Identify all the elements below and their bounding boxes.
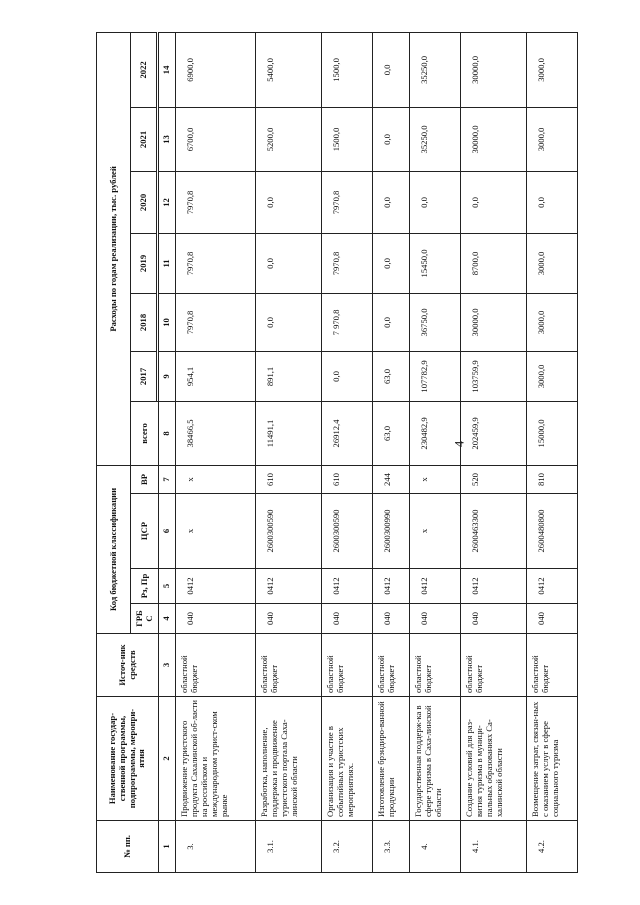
row-rzpr: 0412: [526, 569, 577, 604]
header-no: № пп.: [97, 821, 159, 873]
row-csr: x: [409, 494, 460, 569]
row-2017: 891,1: [256, 351, 322, 401]
row-csr: x: [176, 494, 256, 569]
row-no: 3.2.: [322, 821, 373, 873]
table-row: [409, 32, 460, 872]
row-name: Государственная поддерж-ка в сфере туризма в Саха-линской области: [409, 697, 460, 821]
row-2022: 1500,0: [322, 32, 373, 107]
row-2020: 7970,8: [176, 171, 256, 233]
row-source: областной бюджет: [176, 634, 256, 697]
row-2021: 5200,0: [256, 107, 322, 171]
row-csr: 2600300990: [373, 494, 410, 569]
header-budget-code: Код бюджетной классификации: [97, 465, 131, 633]
row-grbs: 040: [526, 604, 577, 634]
row-2018: 0,0: [256, 293, 322, 351]
table-row: [461, 32, 527, 872]
col-num: 6: [159, 494, 176, 569]
header-csr: ЦСР: [131, 494, 159, 569]
budget-table: [96, 32, 578, 873]
row-name: Возмещение затрат, связан-ных с оказанием услуг в сфере социального туризма: [526, 697, 577, 821]
row-2018: 0,0: [373, 293, 410, 351]
row-grbs: 040: [461, 604, 527, 634]
row-vr: 244: [373, 465, 410, 493]
row-total: 26912,4: [322, 401, 373, 465]
header-grbs: ГРБ С: [131, 604, 159, 634]
header-year-2021: 2021: [131, 107, 157, 171]
page-number: 4: [451, 440, 467, 448]
row-no: 4.1.: [461, 821, 527, 873]
row-2019: 0,0: [373, 233, 410, 293]
row-2021: 3000,0: [526, 107, 577, 171]
row-source: областной бюджет: [256, 634, 322, 697]
row-no: 4.2.: [526, 821, 577, 873]
table-row: [373, 32, 410, 872]
header-total: всего: [131, 401, 159, 465]
row-name: Организация и участие в событийных туристских мероприятиях.: [322, 697, 373, 821]
row-name: Создание условий для раз-вития туризма в муници-пальных образованиях Са-халинской области: [461, 697, 527, 821]
row-2017: 954,1: [176, 351, 256, 401]
row-source: областной бюджет: [526, 634, 577, 697]
row-2022: 6900,0: [176, 32, 256, 107]
row-2018: 7970,8: [176, 293, 256, 351]
rotated-table-container: [96, 33, 578, 873]
row-2022: 30000,0: [461, 32, 527, 107]
row-vr: 610: [322, 465, 373, 493]
column-numbers-row: [159, 32, 176, 872]
row-name: Разработка, наполнение, поддержка и продвижение туристского портала Саха-линской области: [256, 697, 322, 821]
row-2017: 103759,9: [461, 351, 527, 401]
row-2020: 7970,8: [322, 171, 373, 233]
row-csr: 2600300590: [256, 494, 322, 569]
row-source: областной бюджет: [373, 634, 410, 697]
row-source: областной бюджет: [461, 634, 527, 697]
row-2020: 0,0: [373, 171, 410, 233]
row-name: Изготовление брэндиро-ванной продукции: [373, 697, 410, 821]
col-num: 8: [159, 401, 176, 465]
row-2017: 3000,0: [526, 351, 577, 401]
row-rzpr: 0412: [322, 569, 373, 604]
col-num: 1: [159, 821, 176, 873]
row-2020: 0,0: [256, 171, 322, 233]
col-num: 4: [159, 604, 176, 634]
row-2018: 30000,0: [461, 293, 527, 351]
header-year-2022: 2022: [131, 32, 157, 107]
header-year-2020: 2020: [131, 171, 157, 233]
col-num: 7: [159, 465, 176, 493]
row-total: 38466,5: [176, 401, 256, 465]
header-year-2019: 2019: [131, 233, 157, 293]
header-year-2017: 2017: [131, 351, 157, 401]
header-source: Источ-ник средств: [97, 634, 159, 697]
row-2022: 5400,0: [256, 32, 322, 107]
col-num: 11: [159, 233, 176, 293]
row-no: 3.: [176, 821, 256, 873]
row-2017: 63,0: [373, 351, 410, 401]
row-2022: 3000,0: [526, 32, 577, 107]
row-2019: 0,0: [256, 233, 322, 293]
row-vr: x: [409, 465, 460, 493]
row-total: 11491,1: [256, 401, 322, 465]
header-vr: ВР: [131, 465, 159, 493]
col-num: 3: [159, 634, 176, 697]
table-row: [256, 32, 322, 872]
row-2020: 0,0: [461, 171, 527, 233]
table-row: [322, 32, 373, 872]
col-num: 12: [159, 171, 176, 233]
row-2018: 36750,0: [409, 293, 460, 351]
col-num: 9: [159, 351, 176, 401]
row-2019: 15450,0: [409, 233, 460, 293]
row-csr: 2600300590: [322, 494, 373, 569]
row-2020: 0,0: [526, 171, 577, 233]
row-total: 230482,9: [409, 401, 460, 465]
header-expenses: Расходы по годам реализации, тыс. рублей: [97, 32, 131, 465]
row-2021: 30000,0: [461, 107, 527, 171]
row-vr: x: [176, 465, 256, 493]
header-name: Наименование государ-ственной программы, подпрограммы, меропри-ятия: [97, 697, 159, 821]
col-num: 13: [159, 107, 176, 171]
row-2019: 7970,8: [322, 233, 373, 293]
row-total: 15000,0: [526, 401, 577, 465]
row-grbs: 040: [256, 604, 322, 634]
row-grbs: 040: [322, 604, 373, 634]
row-2017: 107782,9: [409, 351, 460, 401]
header-year-2018: 2018: [131, 293, 157, 351]
row-total: 202459,9: [461, 401, 527, 465]
row-vr: 520: [461, 465, 527, 493]
row-grbs: 040: [176, 604, 256, 634]
row-rzpr: 0412: [256, 569, 322, 604]
row-2021: 35250,0: [409, 107, 460, 171]
row-rzpr: 0412: [176, 569, 256, 604]
row-2018: 7 970,8: [322, 293, 373, 351]
col-num: 14: [159, 32, 176, 107]
row-2020: 0,0: [409, 171, 460, 233]
row-2019: 7970,8: [176, 233, 256, 293]
row-2019: 8700,0: [461, 233, 527, 293]
row-no: 3.3.: [373, 821, 410, 873]
header-rzpr: Рз, Пр: [131, 569, 159, 604]
row-2021: 1500,0: [322, 107, 373, 171]
row-source: областной бюджет: [409, 634, 460, 697]
row-2022: 0,0: [373, 32, 410, 107]
row-csr: 2600480800: [526, 494, 577, 569]
col-num: 10: [159, 293, 176, 351]
row-rzpr: 0412: [373, 569, 410, 604]
row-source: областной бюджет: [322, 634, 373, 697]
row-2021: 0,0: [373, 107, 410, 171]
row-name: Продвижение туристского продукта Сахалинской об-ласти на российском и международном турист-ском рынке: [176, 697, 256, 821]
row-vr: 810: [526, 465, 577, 493]
table-row: [176, 32, 256, 872]
row-2017: 0,0: [322, 351, 373, 401]
row-grbs: 040: [409, 604, 460, 634]
row-2019: 3000,0: [526, 233, 577, 293]
row-rzpr: 0412: [461, 569, 527, 604]
row-rzpr: 0412: [409, 569, 460, 604]
row-vr: 610: [256, 465, 322, 493]
row-no: 3.1.: [256, 821, 322, 873]
col-num: 2: [159, 697, 176, 821]
row-2022: 35250,0: [409, 32, 460, 107]
row-no: 4.: [409, 821, 460, 873]
row-2021: 6700,0: [176, 107, 256, 171]
row-total: 63,0: [373, 401, 410, 465]
col-num: 5: [159, 569, 176, 604]
table-row: [526, 32, 577, 872]
row-2018: 3000,0: [526, 293, 577, 351]
row-grbs: 040: [373, 604, 410, 634]
row-csr: 2600463300: [461, 494, 527, 569]
